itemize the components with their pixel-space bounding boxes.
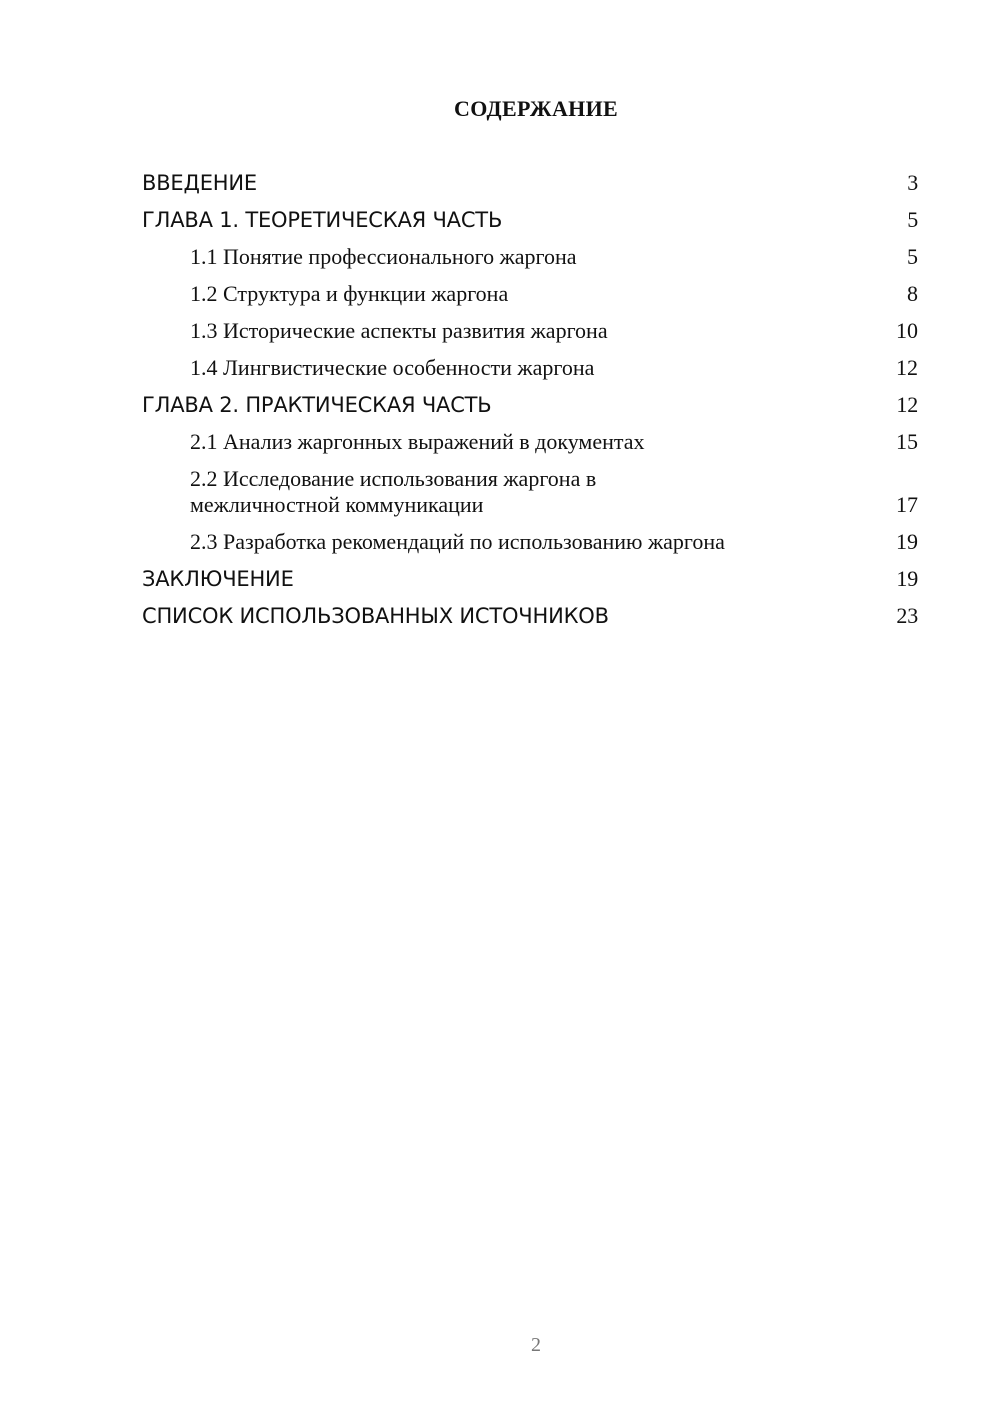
page-title: СОДЕРЖАНИЕ [454, 96, 618, 121]
toc-entry-page: 15 [896, 429, 918, 454]
toc-entry-label: 1.2 Структура и функции жаргона [190, 281, 509, 306]
toc-entry-label: ГЛАВА 2. ПРАКТИЧЕСКАЯ ЧАСТЬ [142, 393, 492, 417]
toc-entry[interactable] [142, 318, 918, 344]
toc-entry-label: 2.2 Исследование использования жаргона в межличностной коммуникации [190, 466, 597, 517]
toc-entry-label: 2.3 Разработка рекомендаций по использованию жаргона [190, 529, 725, 554]
toc-entry-label: 1.4 Лингвистические особенности жаргона [190, 355, 595, 380]
table-of-contents [142, 170, 918, 640]
toc-entry-page: 10 [896, 318, 918, 343]
toc-entry[interactable] [142, 429, 918, 455]
toc-entry[interactable] [142, 392, 918, 418]
toc-entry-label: ВВЕДЕНИЕ [142, 171, 257, 195]
toc-entry[interactable] [142, 466, 918, 518]
toc-entry[interactable] [142, 207, 918, 233]
toc-entry[interactable] [142, 603, 918, 629]
toc-entry-page: 5 [907, 244, 918, 269]
toc-entry[interactable] [142, 281, 918, 307]
toc-entry-page: 3 [907, 170, 918, 195]
toc-entry-page: 12 [896, 392, 918, 417]
toc-entry-label: 1.1 Понятие профессионального жаргона [190, 244, 577, 269]
toc-entry[interactable] [142, 170, 918, 196]
toc-entry-page: 19 [896, 566, 918, 591]
toc-entry-label: 1.3 Исторические аспекты развития жаргона [190, 318, 608, 343]
toc-entry[interactable] [142, 529, 918, 555]
toc-entry[interactable] [142, 566, 918, 592]
toc-entry-label: ГЛАВА 1. ТЕОРЕТИЧЕСКАЯ ЧАСТЬ [142, 208, 503, 232]
toc-entry-page: 12 [896, 355, 918, 380]
toc-entry[interactable] [142, 355, 918, 381]
toc-entry-label: 2.1 Анализ жаргонных выражений в документах [190, 429, 645, 454]
toc-entry-page: 8 [907, 281, 918, 306]
page-number: 2 [531, 1334, 541, 1356]
toc-entry-label: ЗАКЛЮЧЕНИЕ [142, 567, 294, 591]
toc-entry[interactable] [142, 244, 918, 270]
toc-entry-page: 5 [907, 207, 918, 232]
toc-entry-label: СПИСОК ИСПОЛЬЗОВАННЫХ ИСТОЧНИКОВ [142, 604, 609, 628]
toc-entry-page: 23 [896, 603, 918, 628]
toc-entry-page: 19 [896, 529, 918, 554]
toc-entry-page: 17 [896, 492, 918, 517]
